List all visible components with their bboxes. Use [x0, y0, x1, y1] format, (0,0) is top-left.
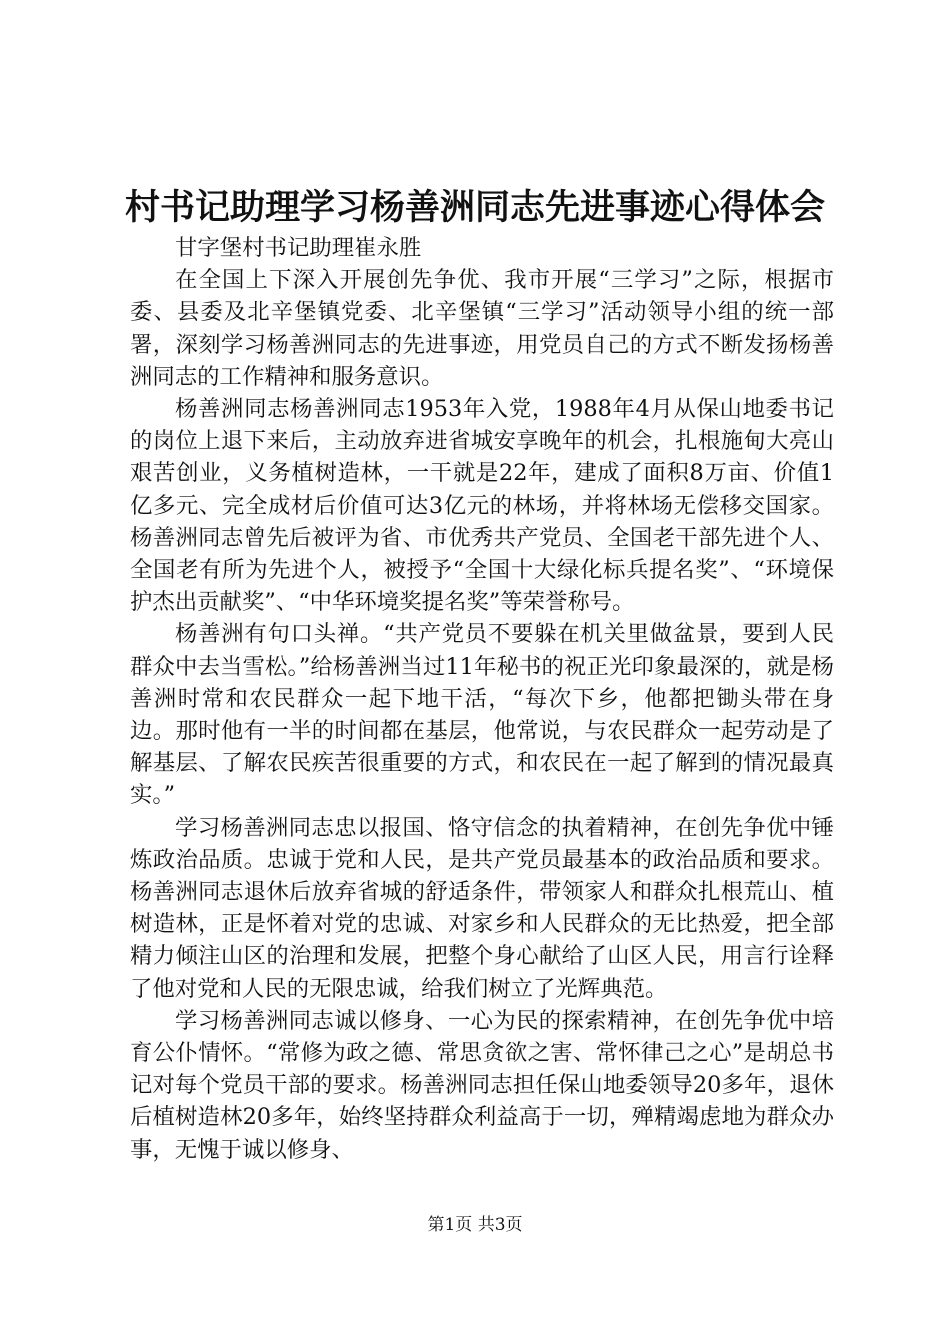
- page-number-footer: 第1页 共3页: [427, 1215, 523, 1235]
- paragraph: 学习杨善洲同志忠以报国、恪守信念的执着精神，在创先争优中锤炼政治品质。忠诚于党和人民，是共产党员最基本的政治品质和要求。杨善洲同志退休后放弃省城的舒适条件，带领家人和群众扎根荒山、植树造林，正是怀着对党的忠诚、对家乡和人民群众的无比热爱，把全部精力倾注山区的治理和发展，把整个身心献给了山区人民，用言行诠释了他对党和人民的无限忠诚，给我们树立了光辉典范。: [130, 814, 834, 1002]
- document-title: 村书记助理学习杨善洲同志先进事迹心得体会: [124, 187, 825, 228]
- paragraph: 杨善洲有句口头禅。“共产党员不要躲在机关里做盆景，要到人民群众中去当雪松。”给杨善洲当过11年秘书的祝正光印象最深的，就是杨善洲时常和农民群众一起下地干活，“每次下乡，他都把锄头带在身边。那时他有一半的时间都在基层，他常说，与农民群众一起劳动是了解基层、了解农民疾苦很重要的方式，和农民在一起了解到的情况最真实。”: [130, 621, 834, 809]
- document-body: [130, 232, 834, 1166]
- paragraph: 在全国上下深入开展创先争优、我市开展“三学习”之际，根据市委、县委及北辛堡镇党委、北辛堡镇“三学习”活动领导小组的统一部署，深刻学习杨善洲同志的先进事迹，用党员自己的方式不断发扬杨善洲同志的工作精神和服务意识。: [130, 267, 834, 390]
- paragraph: 学习杨善洲同志诚以修身、一心为民的探索精神，在创先争优中培育公仆情怀。“常修为政之德、常思贪欲之害、常怀律己之心”是胡总书记对每个党员干部的要求。杨善洲同志担任保山地委领导20多年，退休后植树造林20多年，始终坚持群众利益高于一切，殚精竭虑地为群众办事，无愧于诚以修身、: [130, 1007, 834, 1163]
- author-line: 甘字堡村书记助理崔永胜: [175, 235, 422, 261]
- paragraph: 杨善洲同志杨善洲同志1953年入党，1988年4月从保山地委书记的岗位上退下来后，主动放弃进省城安享晚年的机会，扎根施甸大亮山艰苦创业，义务植树造林，一干就是22年，建成了面积8万亩、价值1亿多元、完全成材后价值可达3亿元的林场，并将林场无偿移交国家。杨善洲同志曾先后被评为省、市优秀共产党员、全国老干部先进个人、全国老有所为先进个人，被授予“全国十大绿化标兵提名奖”、“环境保护杰出贡献奖”、“中华环境奖提名奖”等荣誉称号。: [130, 396, 834, 616]
